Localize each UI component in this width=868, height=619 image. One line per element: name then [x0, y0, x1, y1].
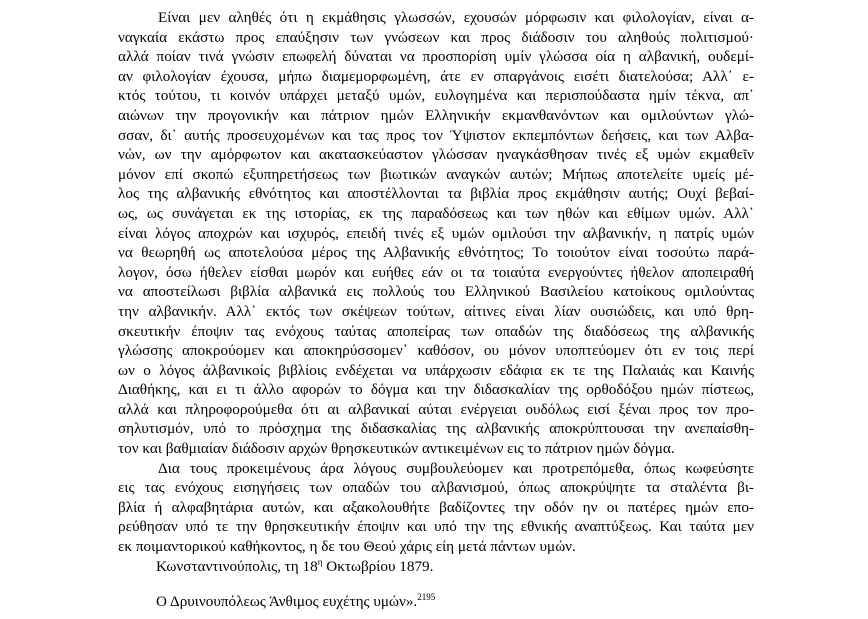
text-line: ναγκαία εκάστω προς επαύξησιν των γνώσεων και προς διάδοσιν του αληθούς πολιτισμού·: [118, 28, 754, 46]
text-line: λος της αλβανικής εθνότητος και αποστέλλονται τα βιβλία προς εκμάθησιν αυτής; Ουχί βεβαί-: [118, 185, 754, 203]
text-line: να θεωρηθή ως αποτελούσα μέρος της Αλβανικής εθνότητος; Το τοιούτον είναι τοσούτω παρά-: [118, 244, 754, 262]
text-line: Διαθήκης, και ει τι άλλο αφορών το δόγμα και την διδασκαλίαν της ορθοδόξου ημών πίστεως,: [118, 381, 754, 399]
text-line: να αποστείλωσι βιβλία αλβανικά εις πολλούς του Ελληνικού Βασιλείου κατοίκους ομιλούντας: [118, 283, 754, 301]
text-line: ως, ως συνάγεται εκ της ιστορίας, εκ της παραδόσεως και των ηθών και εθίμων υμών. Αλλ᾽: [118, 204, 754, 222]
paragraph-2: [118, 459, 754, 557]
text-line: σηλυτισμόν, υπό το πρόσχημα της διδασκαλίας της αλβανικής αποκρύπτουσαι την ανεπαίσθη-: [118, 420, 754, 438]
text-line: την αλβανικήν. Αλλ᾽ εκτός των σκέψεων τούτων, αίτινες είναι λίαν ουσιώδεις, και υπό θρη-: [118, 302, 754, 320]
text-line: νών, ων την αμόρφωτον και ακατασκεύαστον γλώσσαν ηναγκάσθησαν τινές εξ υμών εκμαθεῖν: [118, 146, 754, 164]
text-line: γλώσσης αποκρούομεν και αποκηρύσσομεν᾽ καθόσον, ου μόνον υποπτεύομεν ότι εν τοις περί: [118, 342, 754, 360]
text-line: αλλά και πληροφορούμεθα ότι αι αλβανικαί αύται ενέργειαι ουδόλως εισί ξέναι προς τον προ-: [118, 400, 754, 418]
paragraph-1: [118, 8, 754, 459]
text-line: βλία ή αλφαβητάρια αυτών, και αξακολουθήτε βαδίζοντες την οδόν ην οι πατέρες ημών επο-: [118, 498, 754, 516]
text-line: σσαν, δι᾽ αυτής προσευχομένων και τας προς τον Ύψιστον εκπεμπόντων δεήσεις, και των Αλβα-: [118, 126, 754, 144]
text-line: Είναι μεν αληθές ότι η εκμάθησις γλωσσών, εχουσών μόρφωσιν και φιλολογίαν, είναι α-: [158, 9, 754, 26]
text-line: ρεύθησαν υπό τε την θρησκευτικήν έποψιν και υπό την της εθνικής αναπτύξεως. Και ταύτα μεν: [118, 518, 754, 536]
text-line: είναι λόγος αποχρών και ισχυρός, επειδή τινές εξ υμών ομιλούσι την αλβανικήν, η πατρίς υμών: [118, 224, 754, 242]
text-line: ων ο λόγος άλβανικοίς βιβλίοις ενδέχεται να υπάρχωσιν εδάφια εκ τε της Παλαιάς και Καινής: [118, 361, 754, 379]
text-line: τον και βαθμιαίαν διάδοσιν αρχών θρησκευτικών αντικειμένων εις το πάτριον ημών δόγμα.: [118, 440, 675, 458]
dateline-month-year: Οκτωβρίου 1879.: [322, 557, 434, 575]
signature: [118, 592, 754, 612]
text-line: αιώνων την προγονικήν και πάτριον ημών Ελληνικήν εκμανθανόντων και ομιλούντων γλώ-: [118, 106, 754, 124]
letter-text: [118, 8, 754, 612]
dateline-text: Κωνσταντινούπολις, τη 18: [156, 557, 318, 575]
text-line: αν φιλολογίαν έχουσα, μήπω διαμεμορφωμένη, άτε εν σπαργάνοις εισέτι διατελούσα; Αλλ᾽ ε-: [118, 67, 754, 85]
text-line: Δια τους προκειμένους άρα λόγους συμβουλεύομεν και προτρεπόμεθα, όπως κωφεύσητε: [158, 459, 754, 477]
footnote-marker[interactable]: 2195: [417, 592, 436, 603]
text-line: σκευτικήν έποψιν τας ενόχους ταύτας αποπείρας των οπαδών της διαδόσεως της αλβανικής: [118, 322, 754, 340]
signature-text: Ο Δρυινουπόλεως Άνθιμος ευχέτης υμών».: [156, 593, 418, 611]
spacer: [118, 576, 754, 592]
text-line: εκ ποιμαντορικού καθήκοντος, η δε του Θεού χάρις είη μετά πάντων υμών.: [118, 538, 576, 556]
text-line: αλλά ποίαν τινά γνώσιν επωφελή δύναται να προσπορίση υμίν γλώσσα οία η αλβανική, ουδεμί-: [118, 48, 754, 66]
dateline-ordinal: η: [317, 556, 323, 567]
dateline: [118, 557, 754, 577]
text-line: λογον, όσω ήθελεν είσθαι μωρόν και ευήθες εάν οι τα τοιαύτα ενεργούντες ήθελον αποπειραθή: [118, 263, 754, 281]
text-line: κτός τούτου, τι κοινόν υπάρχει μεταξύ υμών, ευλογημένα και περισπούδαστα ημίν τέκνα, απ᾽: [118, 87, 754, 105]
text-line: εις τας ενόχους εισηγήσεις των οπαδών του αλβανισμού, όπως αποκρύψητε τα σταλέντα βι-: [118, 479, 754, 497]
text-line: μόνον επί σκοπώ εξυπηρετήσεως των βιωτικών αναγκών αυτών; Μήπως αποτελείτε υμείς μέ-: [118, 165, 754, 183]
